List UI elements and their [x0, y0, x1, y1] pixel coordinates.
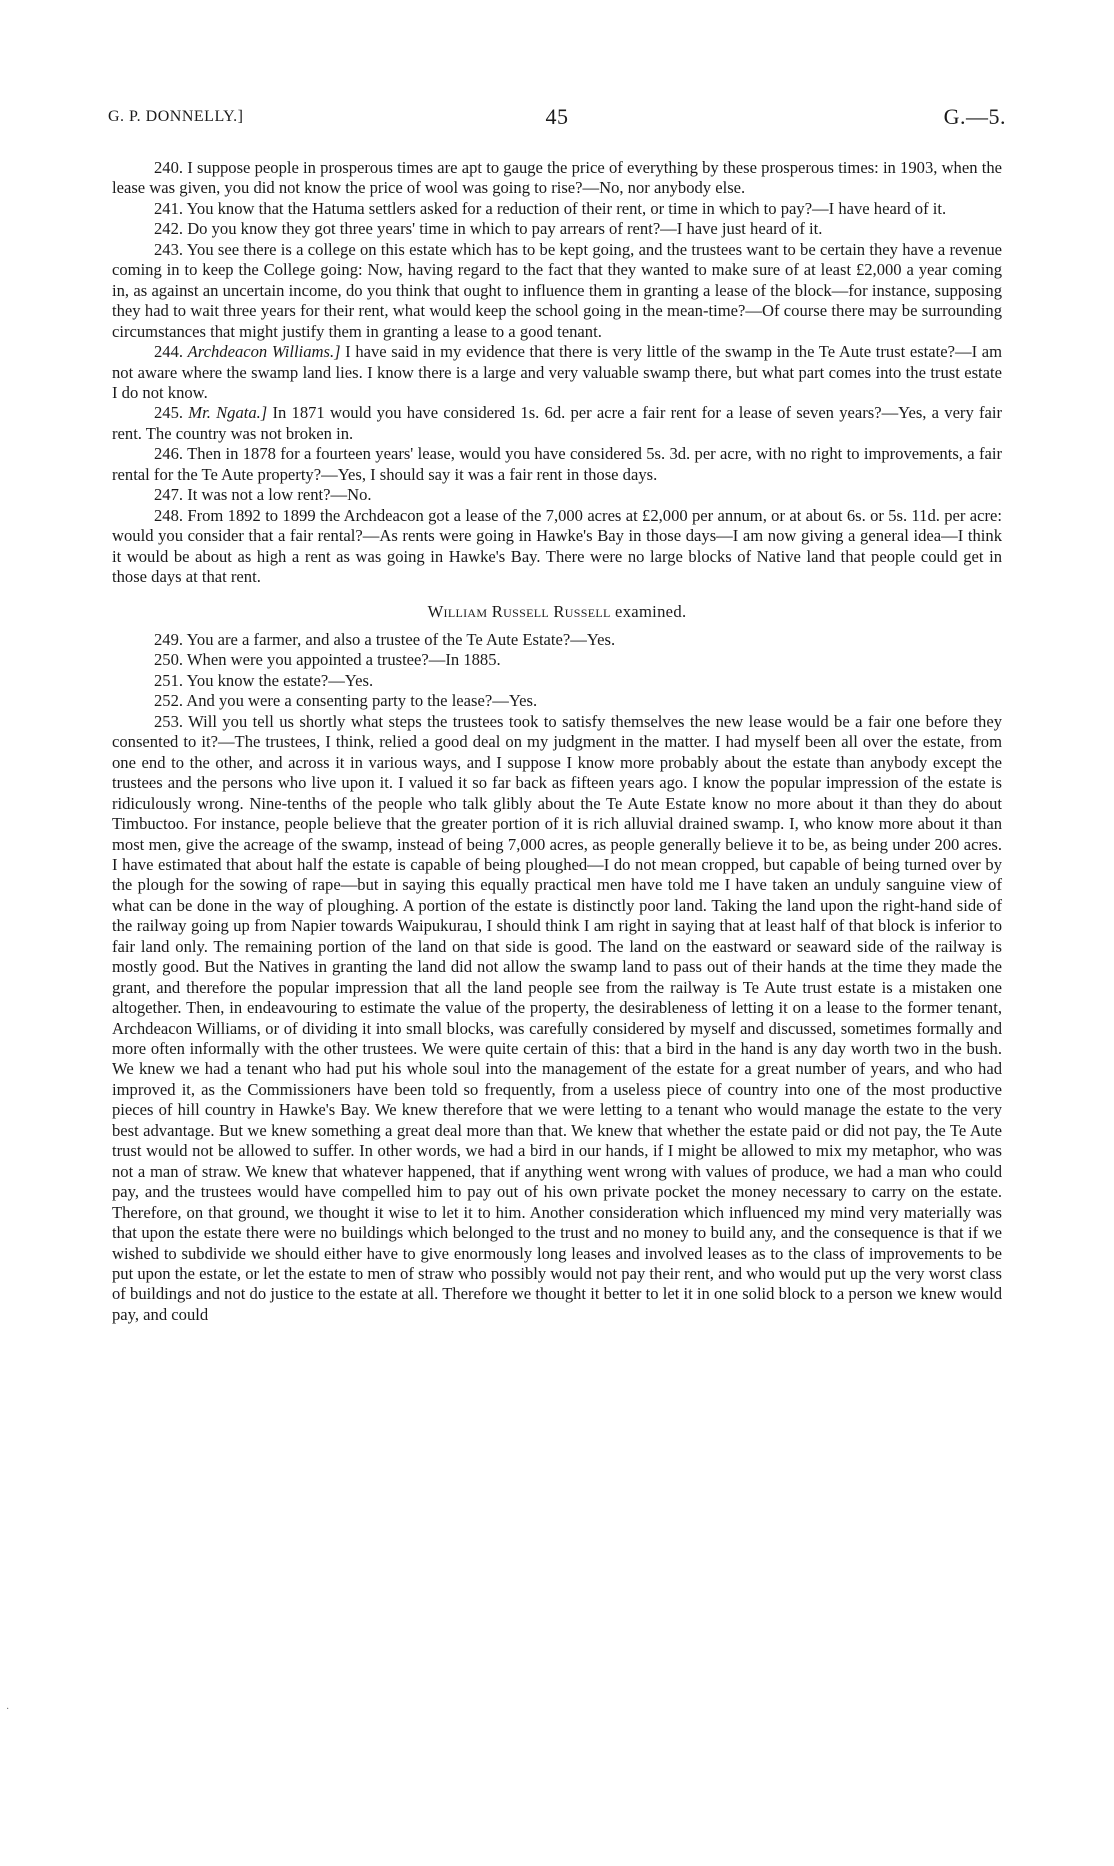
scan-speck: ·: [6, 1704, 10, 1715]
paragraph-249: 249. You are a farmer, and also a trustee of the Te Aute Estate?—Yes.: [154, 629, 616, 649]
paragraph-number: 245.: [154, 403, 184, 423]
paragraph-250: 250. When were you appointed a trustee?—In 1885.: [154, 650, 501, 670]
speaker-label: Archdeacon Williams.]: [187, 342, 341, 362]
header-witness-name: G. P. DONNELLY.]: [108, 108, 244, 125]
paragraph-244: [112, 342, 1002, 403]
page-number: 45: [545, 104, 569, 129]
paragraph-253: 253. Will you tell us shortly what steps the trustees took to satisfy themselves the new lease would be a fair one before they consented to it?—The trustees, I think, relied a good deal on my judgment in the matter. I had myself been all over the estate, from one end to the other, and across it in various ways, and I suppose I know more probably about the estate than anybody except the trustees and the persons who live upon it. I valued it so far back as fifteen years ago. I know the popular impression of the estate is ridiculously wrong. Nine-tenths of the people who talk glibly about the Te Aute Estate know no more about it than they do about Timbuctoo. For instance, people believe that the greater portion of it is rich alluvial drained swamp. I, who know more about it than most men, give the acreage of the swamp, instead of being 7,000 acres, as people generally believe it to be, as being under 200 acres. I have estimated that about half the estate is capable of being ploughed—I do not mean cropped, but capable of being turned over by the plough for the sowing of rape—but in saying this equally practical men have told me I have taken an unduly sanguine view of what can be done in the way of ploughing. A portion of the estate is distinctly poor land. Taking the land upon the right-hand side of the railway going up from Napier towards Waipukurau, I should think I am right in saying that at least half of that block is inferior to fair land only. The remaining portion of the land on that side is good. The land on the eastward or seaward side of the railway is mostly good. But the Natives in granting the land did not allow the swamp land to pass out of their hands at the time they made the grant, and therefore the popular impression that all the land people see from the railway is Te Aute trust estate is a mistaken one altogether. Then, in endeavouring to estimate the value of the property, the desirableness of letting it on a lease to the former tenant, Archdeacon Williams, or of dividing it into small blocks, was carefully considered by myself and discussed, sometimes formally and more often informally with the other trustees. We were quite certain of this: that a bird in the hand is any day worth two in the bush. We knew we had a tenant who had put his whole soul into the management of the estate for a great number of years, and who had improved it, as the Commissioners have been told so frequently, from a useless piece of country into one of the most productive pieces of hill country in Hawke's Bay. We knew therefore that we were letting to a tenant who would manage the estate to the very best advantage. But we knew something a great deal more than that. We knew that whether the estate paid or did not pay, the Te Aute trust would not be allowed to suffer. In other words, we had a bird in our hands, if I might be allowed to mix my metaphor, who was not a man of straw. We knew that whatever happened, that if anything went wrong with values of produce, we had a man who could pay, and the trustees would have compelled him to pay out of his own private pocket the money necessary to carry on the estate. Therefore, on that ground, we thought it wise to let it to him. Another consideration which influenced my mind very materially was that upon the estate there were no buildings which belonged to the trust and no money to build any, and the consequence is that if we wished to subdivide we should either have to give enormously long leases and involved leases as to the class of improvements to be put upon the estate, or let the estate to men of straw who possibly would not pay their rent, and who would put up the very worst class of buildings and not do justice to the estate at all. Therefore we thought it better to let it in one solid block to a person we knew would pay, and could: [112, 711, 1002, 1324]
paragraph-text: In 1871 would you have considered 1s. 6d. per acre a fair rent for a lease of seven years?—Yes, a very fair rent. The country was not broken in.: [112, 403, 1003, 443]
speaker-label: Mr. Ngata.]: [188, 403, 268, 423]
paragraph-246: 246. Then in 1878 for a fourteen years' lease, would you have considered 5s. 3d. per acre, with no right to improvements, a fair rental for the Te Aute property?—Yes, I should say it was a fair rent in those days.: [112, 444, 1002, 484]
paragraph-251: 251. You know the estate?—Yes.: [154, 670, 374, 690]
paragraph-241: 241. You know that the Hatuma settlers asked for a reduction of their rent, or time in which to pay?—I have heard of it.: [154, 198, 947, 218]
paragraph-252: 252. And you were a consenting party to the lease?—Yes.: [154, 691, 538, 711]
document-reference: G.—5.: [943, 104, 1006, 129]
page-body: [112, 158, 1002, 1325]
witness-heading-suffix: examined.: [610, 601, 687, 621]
paragraph-243: 243. You see there is a college on this estate which has to be kept going, and the trustees want to be certain they have a revenue coming in to keep the College going: Now, having regard to the fact that they wanted to make sure of at least £2,000 a year coming in, as against an uncertain income, do you think that ought to influence them in granting a lease of the block—for instance, supposing they had to wait three years for their rent, what would keep the school going in the mean-time?—Of course there may be surrounding circumstances that might justify them in granting a lease to a good tenant.: [112, 239, 1002, 341]
paragraph-242: 242. Do you know they got three years' time in which to pay arrears of rent?—I have just heard of it.: [154, 219, 823, 239]
paragraph-248: 248. From 1892 to 1899 the Archdeacon got a lease of the 7,000 acres at £2,000 per annum, or at about 6s. or 5s. 11d. per acre: would you consider that a fair rental?—As rents were going in Hawke's Bay in those days—I am now giving a general idea—I think it would be about as high a rent as was going in Hawke's Bay. There were no large blocks of Native land that people could get in those days at that rent.: [112, 505, 1002, 587]
page-header: [108, 104, 1006, 134]
witness-name: William Russell Russell: [427, 601, 611, 621]
paragraph-247: 247. It was not a low rent?—No.: [154, 485, 372, 505]
paragraph-240: 240. I suppose people in prosperous times are apt to gauge the price of everything by these prosperous times: in 1903, when the lease was given, you did not know the price of wool was going to rise?—No, nor anybody else.: [112, 158, 1002, 198]
paragraph-245: [112, 403, 1002, 444]
paragraph-number: 244.: [154, 342, 184, 362]
paragraph-text: I have said in my evidence that there is very little of the swamp in the Te Aute trust estate?—I am not aware where the swamp land lies. I know there is a large and very valuable swamp there, but what part comes into the trust estate I do not know.: [112, 342, 1002, 402]
witness-heading: [112, 602, 1002, 622]
